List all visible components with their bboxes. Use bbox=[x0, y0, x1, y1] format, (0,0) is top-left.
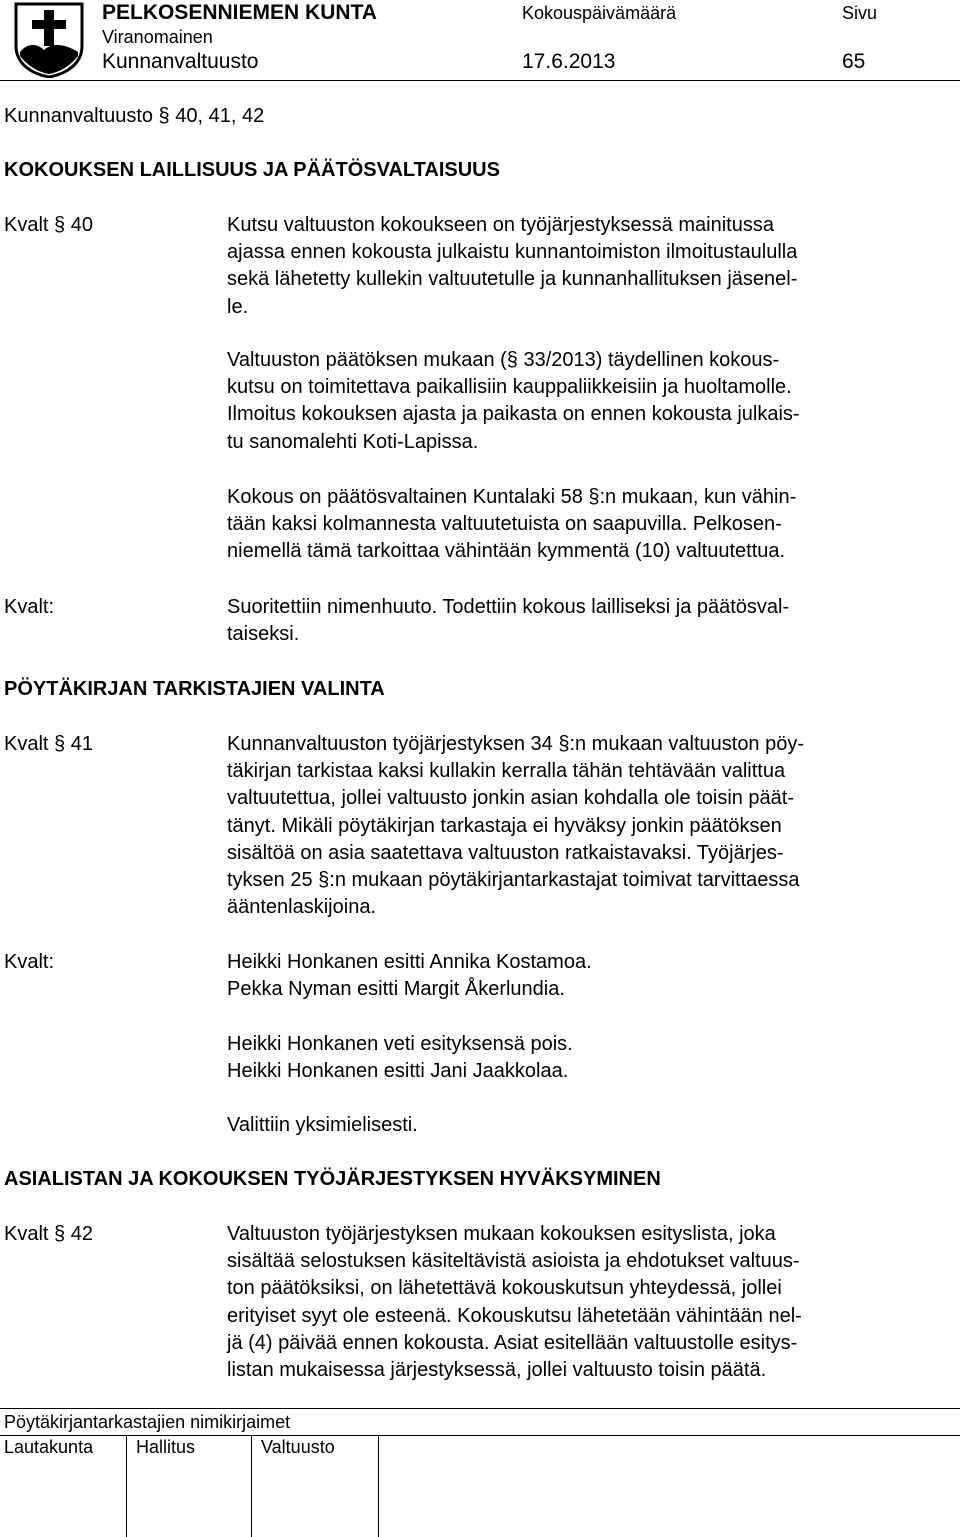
section-40-decision: Suoritettiin nimenhuuto. Todettiin kokous lailliseksi ja päätösval- taiseksi. bbox=[227, 596, 790, 646]
section-41-paragraph-1: Kunnanvaltuuston työjärjestyksen 34 §:n mukaan valtuuston pöy- täkirjan tarkistaa kaksi kullakin kerralla tähän tehtävään valittua valtuutettua, jollei valtuusto jonkin asian kohdalla ole toisin päät- tänyt. Mikäli pöytäkirjan tarkastaja ei hyväksy jonkin päätöksen sisältöä on asia saatettava valtuuston ratkaistavaksi. Työjärjes- tyksen 25 §:n mukaan pöytäkirjantarkastajat toimivat tarvittaessa ääntenlaskijoina. bbox=[227, 733, 805, 919]
header-divider bbox=[0, 80, 960, 81]
footer-divider-middle bbox=[0, 1435, 960, 1436]
municipal-coat-of-arms-icon bbox=[14, 2, 84, 78]
meeting-date: 17.6.2013 bbox=[522, 50, 616, 73]
section-41-title: PÖYTÄKIRJAN TARKISTAJIEN VALINTA bbox=[4, 678, 385, 700]
footer-column-valtuusto: Valtuusto bbox=[261, 1437, 335, 1457]
section-41-decision-1: Heikki Honkanen esitti Annika Kostamoa. Pekka Nyman esitti Margit Åkerlundia. bbox=[227, 951, 592, 1001]
page-number: 65 bbox=[842, 50, 866, 73]
section-40-paragraph-2: Valtuuston päätöksen mukaan (§ 33/2013) täydellinen kokous- kutsu on toimitettava paikallisiin kauppaliikkeisiin ja huoltamolle. Ilmoitus kokouksen ajasta ja paikasta on ennen kokousta julkais- tu sanomalehti Koti-Lapissa. bbox=[227, 349, 800, 453]
section-41-label: Kvalt § 41 bbox=[4, 733, 93, 755]
date-label: Kokouspäivämäärä bbox=[522, 3, 677, 23]
footer-divider-col-2 bbox=[251, 1435, 252, 1537]
footer-divider-col-3 bbox=[378, 1435, 379, 1537]
section-41-decision-label: Kvalt: bbox=[4, 951, 55, 973]
section-41-decision-3: Valittiin yksimielisesti. bbox=[227, 1114, 418, 1136]
section-40-label: Kvalt § 40 bbox=[4, 214, 93, 236]
page-label: Sivu bbox=[842, 3, 878, 23]
section-40-paragraph-1: Kutsu valtuuston kokoukseen on työjärjestyksessä mainitussa ajassa ennen kokousta julkaistu kunnantoimiston ilmoitustaululla sekä lähetetty kullekin valtuutetulle ja kunnanhallituksen jäsenel- le. bbox=[227, 214, 798, 318]
organization-name: PELKOSENNIEMEN KUNTA bbox=[102, 1, 377, 24]
footer-column-lautakunta: Lautakunta bbox=[4, 1437, 94, 1457]
footer-title: Pöytäkirjantarkastajien nimikirjaimet bbox=[4, 1412, 291, 1432]
footer-divider-col-1 bbox=[126, 1435, 127, 1537]
footer-column-hallitus: Hallitus bbox=[136, 1437, 196, 1457]
section-42-label: Kvalt § 42 bbox=[4, 1223, 93, 1245]
authority-label: Viranomainen bbox=[102, 27, 213, 47]
section-42-title: ASIALISTAN JA KOKOUKSEN TYÖJÄRJESTYKSEN HYVÄKSYMINEN bbox=[4, 1168, 661, 1190]
footer-divider-top bbox=[0, 1408, 960, 1409]
section-41-decision-2: Heikki Honkanen veti esityksensä pois. Heikki Honkanen esitti Jani Jaakkolaa. bbox=[227, 1033, 573, 1083]
section-40-title: KOKOUKSEN LAILLISUUS JA PÄÄTÖSVALTAISUUS bbox=[4, 159, 500, 181]
authority-name: Kunnanvaltuusto bbox=[102, 50, 259, 73]
section-40-paragraph-3: Kokous on päätösvaltainen Kuntalaki 58 §:n mukaan, kun vähin- tään kaksi kolmannesta valtuutetuista on saapuvilla. Pelkosen- niemellä tämä tarkoittaa vähintään kymmentä (10) valtuutettua. bbox=[227, 486, 797, 563]
sections-line: Kunnanvaltuusto § 40, 41, 42 bbox=[4, 105, 265, 127]
section-42-paragraph-1: Valtuuston työjärjestyksen mukaan kokouksen esityslista, joka sisältää selostuksen käsiteltävistä asioista ja ehdotukset valtuus- ton päätöksiksi, on lähetettävä kokouskutsun yhteydessä, jollei erityiset syyt ole esteenä. Kokouskutsu lähetetään vähintään nel- jä (4) päivää ennen kokousta. Asiat esitellään valtuustolle esitys- listan mukaisessa järjestyksessä, jollei valtuusto toisin päätä. bbox=[227, 1223, 802, 1382]
section-40-decision-label: Kvalt: bbox=[4, 596, 55, 618]
